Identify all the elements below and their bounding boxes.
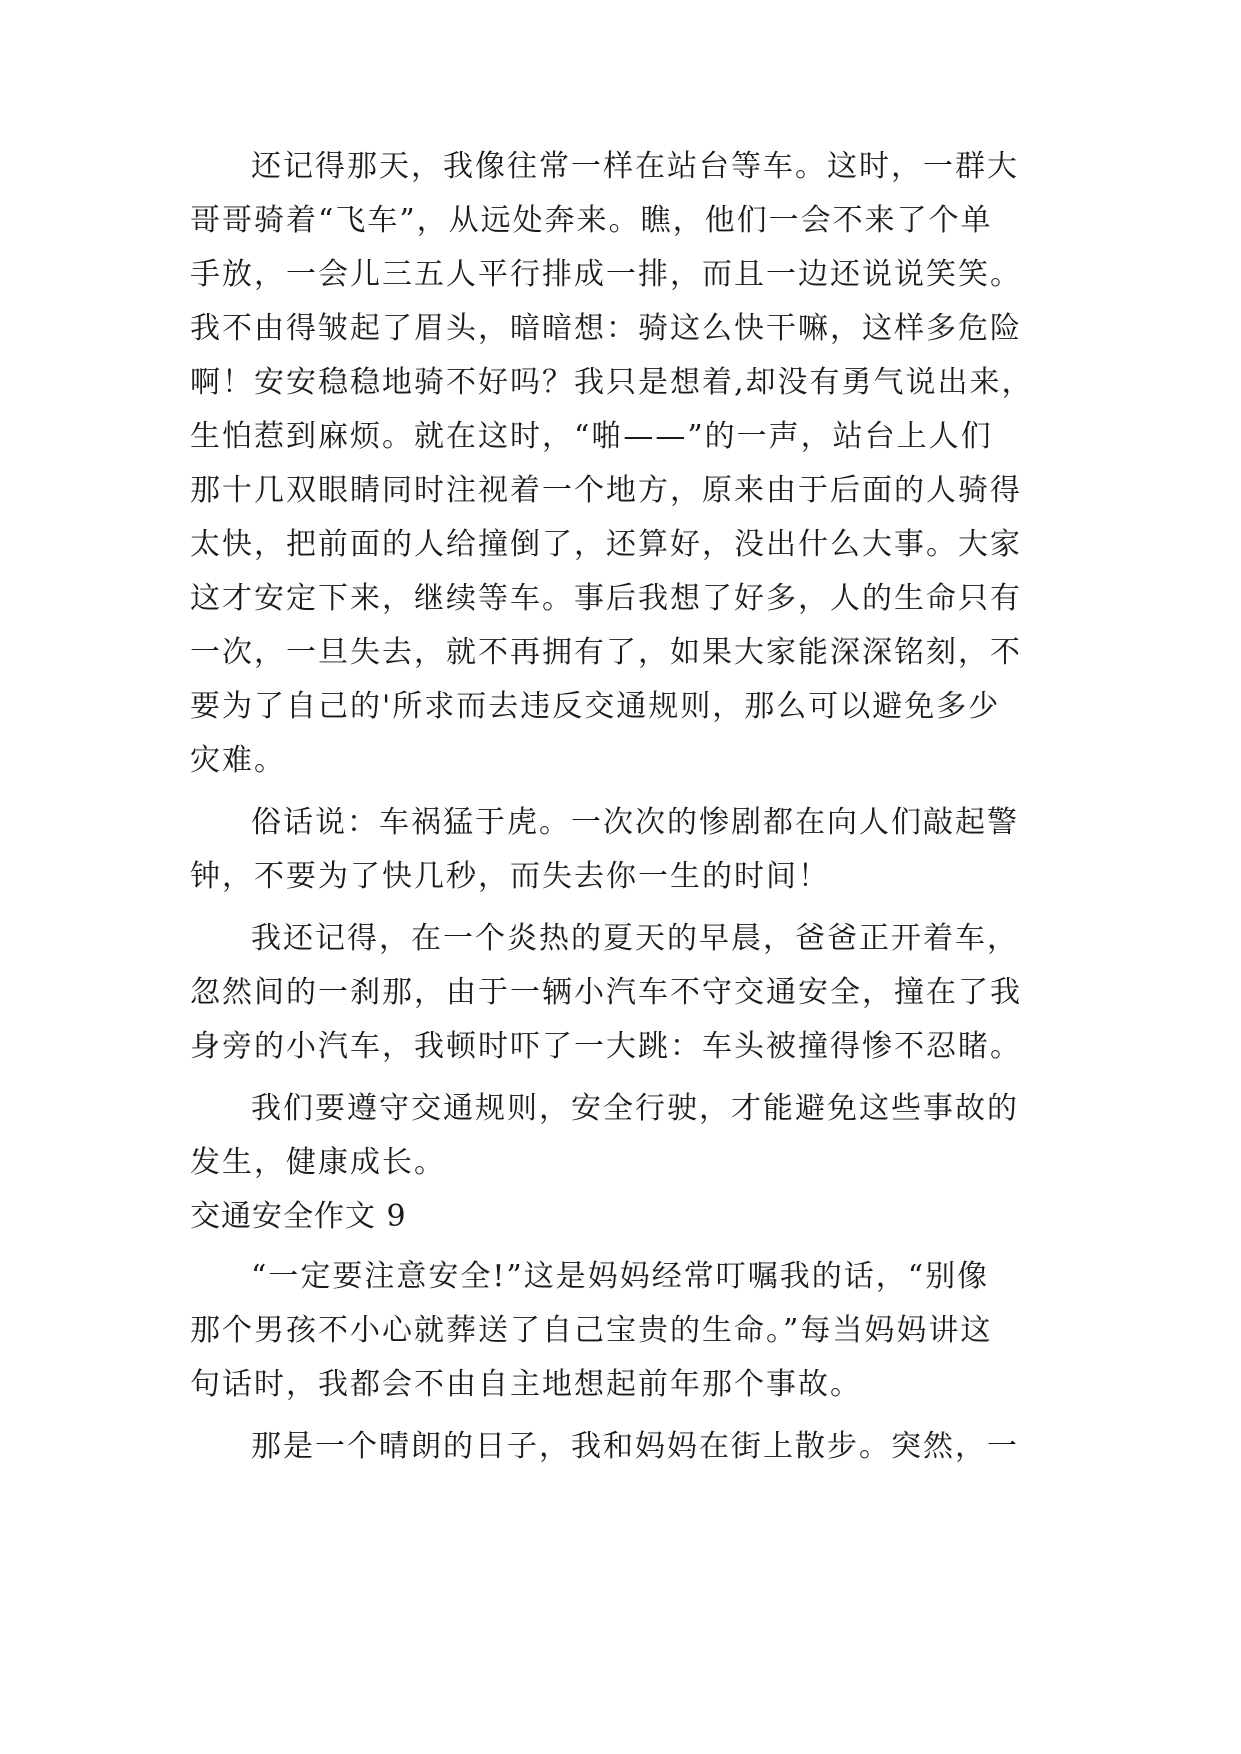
paragraph-line: 生怕惹到麻烦。就在这时，“啪——”的一声，站台上人们: [190, 419, 993, 454]
paragraph-line: 俗话说：车祸猛于虎。一次次的惨剧都在向人们敲起警: [251, 805, 1019, 840]
paragraph-line: “一定要注意安全!”这是妈妈经常叮嘱我的话，“别像: [251, 1259, 990, 1294]
paragraph-line: 那是一个晴朗的日子，我和妈妈在街上散步。突然，一: [251, 1429, 1019, 1464]
paragraph-line: 这才安定下来，继续等车。事后我想了好多，人的生命只有: [190, 581, 1022, 616]
paragraph-line: 哥哥骑着“飞车”，从远处奔来。瞧，他们一会不来了个单: [190, 203, 993, 238]
paragraph-line: 身旁的小汽车，我顿时吓了一大跳：车头被撞得惨不忍睹。: [190, 1029, 1022, 1064]
paragraph-line: 句话时，我都会不由自主地想起前年那个事故。: [190, 1367, 862, 1402]
paragraph-line: 我还记得，在一个炎热的夏天的早晨，爸爸正开着车，: [251, 921, 1019, 956]
paragraph-line: 还记得那天，我像往常一样在站台等车。这时，一群大: [251, 149, 1019, 184]
paragraph-line: 要为了自己的'所求而去违反交通规则，那么可以避免多少: [190, 689, 1001, 724]
paragraph-line: 手放，一会儿三五人平行排成一排，而且一边还说说笑笑。: [190, 257, 1022, 292]
paragraph-line: 一次，一旦失去，就不再拥有了，如果大家能深深铭刻，不: [190, 635, 1022, 670]
paragraph-line: 钟，不要为了快几秒，而失去你一生的时间！: [190, 859, 830, 894]
paragraph-line: 我不由得皱起了眉头，暗暗想：骑这么快干嘛，这样多危险: [190, 311, 1022, 346]
paragraph-line: 啊！安安稳稳地骑不好吗？我只是想着,却没有勇气说出来，: [190, 365, 1034, 400]
paragraph-line: 发生，健康成长。: [190, 1145, 446, 1180]
paragraph-line: 那个男孩不小心就葬送了自己宝贵的生命。”每当妈妈讲这: [190, 1313, 993, 1348]
paragraph-line: 我们要遵守交通规则，安全行驶，才能避免这些事故的: [251, 1091, 1019, 1126]
paragraph-line: 灾难。: [190, 743, 286, 778]
paragraph-line: 太快，把前面的人给撞倒了，还算好，没出什么大事。大家: [190, 527, 1022, 562]
paragraph-line: 忽然间的一刹那，由于一辆小汽车不守交通安全，撞在了我: [190, 975, 1022, 1010]
section-heading: 交通安全作文 9: [190, 1199, 407, 1234]
paragraph-line: 那十几双眼睛同时注视着一个地方，原来由于后面的人骑得: [190, 473, 1022, 508]
